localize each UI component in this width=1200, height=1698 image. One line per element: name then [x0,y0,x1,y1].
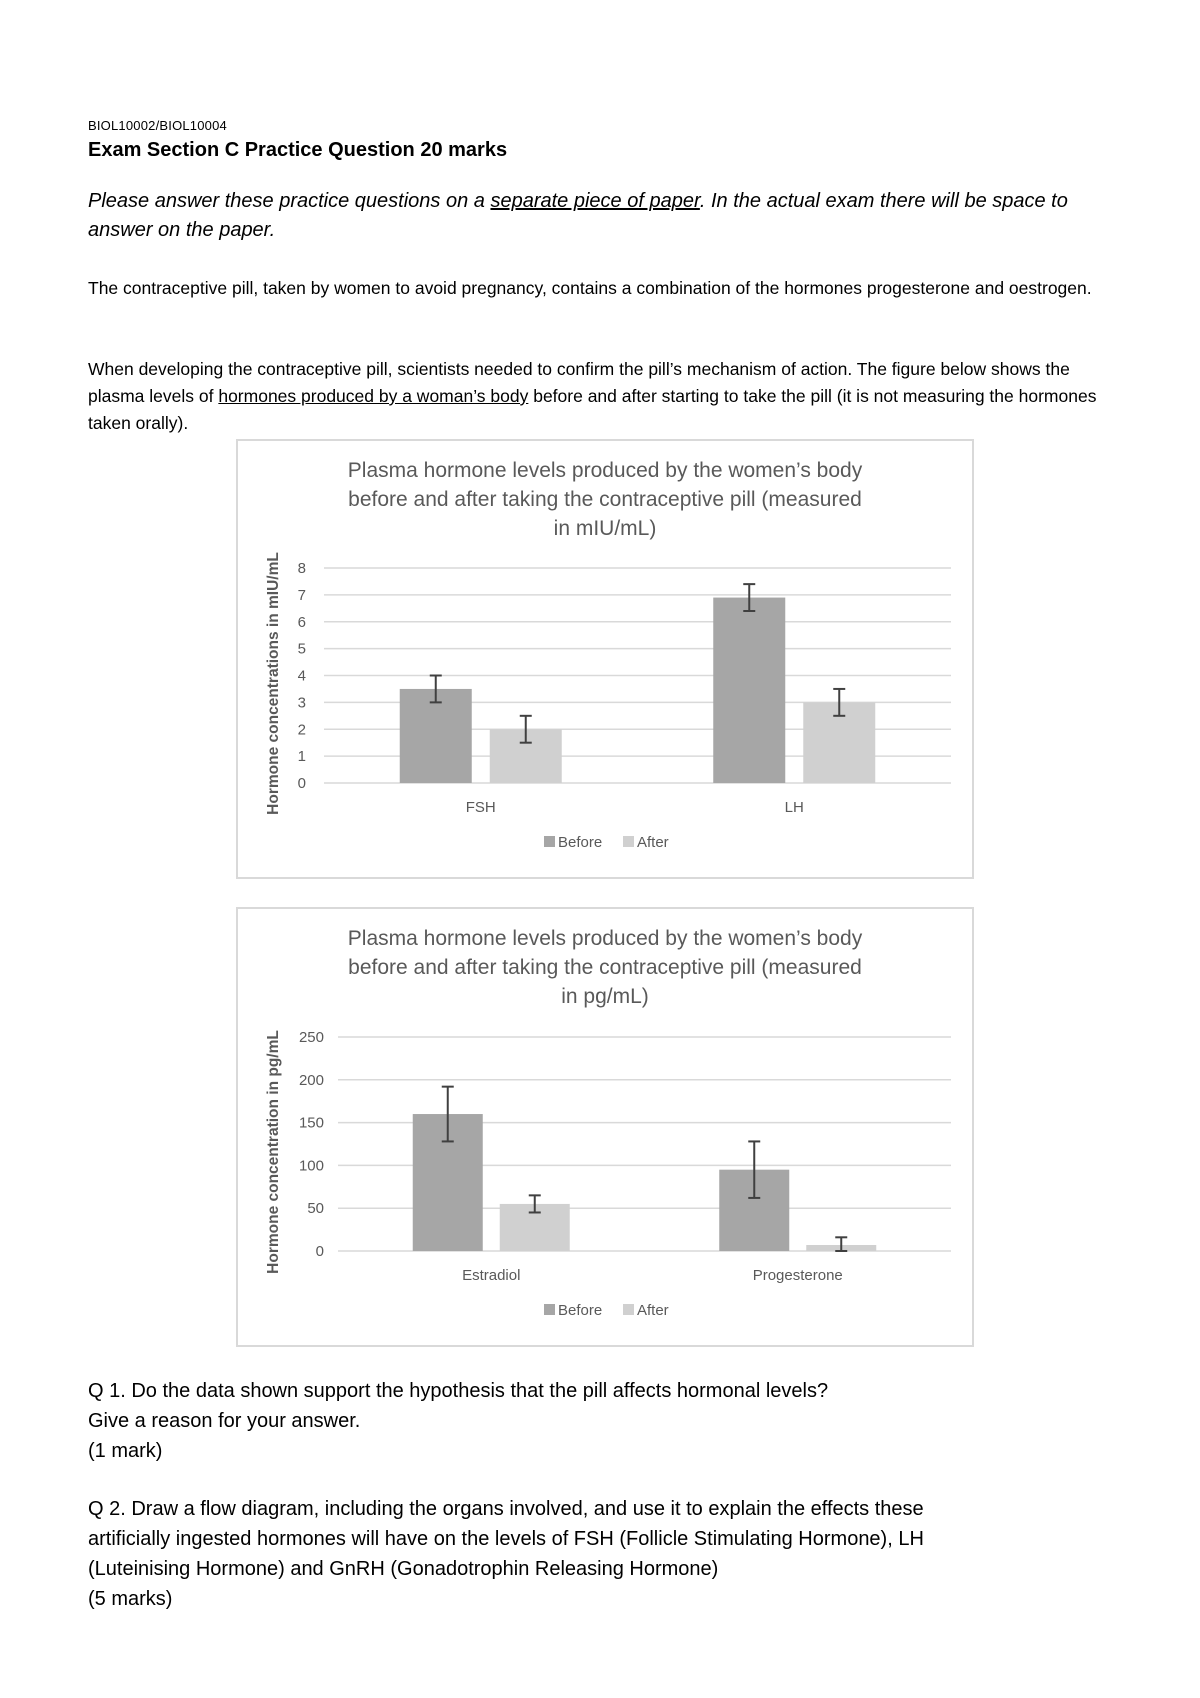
chart-pg-title-line: before and after taking the contraceptive pill (measured [348,956,862,979]
question-2-line-3: (Luteinising Hormone) and GnRH (Gonadotrophin Releasing Hormone) [88,1558,719,1580]
chart-mIU-legend-label-after: After [637,834,669,851]
chart-mIU-svg [238,441,972,877]
chart-pg-title-line: in pg/mL) [561,985,649,1008]
chart-pg-svg [238,909,972,1345]
chart-mIU-y-tick-label: 7 [297,586,306,604]
chart-pg-y-tick-label: 100 [298,1157,324,1175]
question-1-line-2: Give a reason for your answer. [88,1410,361,1432]
question-2 [88,1494,1128,1614]
chart-mIU-legend-label-before: Before [558,834,603,851]
question-2-line-4: (5 marks) [88,1588,173,1610]
chart-mIU [236,439,974,879]
page-title: Exam Section C Practice Question 20 marks [88,139,508,161]
chart-mIU-y-tick-label: 4 [297,667,306,685]
chart-pg-title-line: Plasma hormone levels produced by the women’s body [347,927,863,950]
instructions-text-after: . In the actual exam there will be space to answer on the paper. [88,190,1068,241]
chart-mIU-y-tick-label: 2 [297,721,306,739]
chart-pg-x-category-label: Progesterone [752,1267,843,1284]
chart-mIU-title-line: Plasma hormone levels produced by the women’s body [347,459,863,482]
course-code: BIOL10002/BIOL10004 [88,118,227,133]
chart-mIU-x-category-label: LH [784,799,804,816]
question-1-line-1: Q 1. Do the data shown support the hypothesis that the pill affects hormonal levels? [88,1380,829,1402]
chart-mIU-legend-swatch-after [623,836,634,847]
intro-paragraph-2-underlined: hormones produced by a woman’s body [218,386,529,406]
chart-mIU-y-tick-label: 0 [297,775,306,792]
chart-pg-y-tick-label: 0 [315,1243,324,1260]
chart-mIU-bar-before [713,598,785,783]
chart-mIU-y-tick-label: 1 [297,748,306,766]
chart-pg-legend-swatch-after [623,1304,634,1315]
question-2-line-1: Q 2. Draw a flow diagram, including the organs involved, and use it to explain the effects these [88,1498,924,1520]
chart-pg-y-tick-label: 250 [298,1029,324,1046]
question-1 [88,1376,1128,1466]
chart-pg-y-axis-label: Hormone concentration in pg/mL [265,1030,282,1274]
intro-paragraph-2 [88,356,1118,437]
intro-paragraph-2-after: before and after starting to take the pill (it is not measuring the hormones taken orally). [88,386,1097,433]
chart-pg-legend-label-before: Before [558,1302,603,1319]
instructions-underlined: separate piece of paper [490,190,700,212]
intro-paragraph-1: The contraceptive pill, taken by women to avoid pregnancy, contains a combination of the hormones progesterone and oestrogen. [88,278,1092,298]
chart-pg-y-tick-label: 150 [298,1114,324,1132]
chart-pg-x-category-label: Estradiol [462,1267,521,1284]
chart-mIU-y-tick-label: 5 [297,640,306,658]
chart-mIU-y-tick-label: 6 [297,613,306,631]
chart-mIU-title-line: before and after taking the contraceptive pill (measured [348,488,862,511]
question-1-line-3: (1 mark) [88,1440,163,1462]
chart-mIU-y-tick-label: 3 [297,694,306,712]
chart-pg-legend-swatch-before [544,1304,555,1315]
chart-mIU-title-line: in mIU/mL) [553,517,657,540]
chart-mIU-y-tick-label: 8 [297,560,306,577]
question-2-line-2: artificially ingested hormones will have on the levels of FSH (Follicle Stimulating Hormone), LH [88,1528,924,1550]
chart-pg-y-tick-label: 50 [307,1200,324,1218]
instructions [88,187,1118,245]
chart-mIU-legend-swatch-before [544,836,555,847]
chart-mIU-x-category-label: FSH [465,799,496,816]
chart-pg-y-tick-label: 200 [298,1071,324,1089]
chart-mIU-y-axis-label: Hormone concentrations in mIU/mL [265,552,282,815]
intro-paragraph-2-before: When developing the contraceptive pill, scientists needed to confirm the pill’s mechanism of action. The figure below shows the plasma levels of [88,359,1070,406]
chart-pg-legend-label-after: After [637,1302,669,1319]
chart-pg [236,907,974,1347]
instructions-text-before: Please answer these practice questions on a [88,190,491,212]
